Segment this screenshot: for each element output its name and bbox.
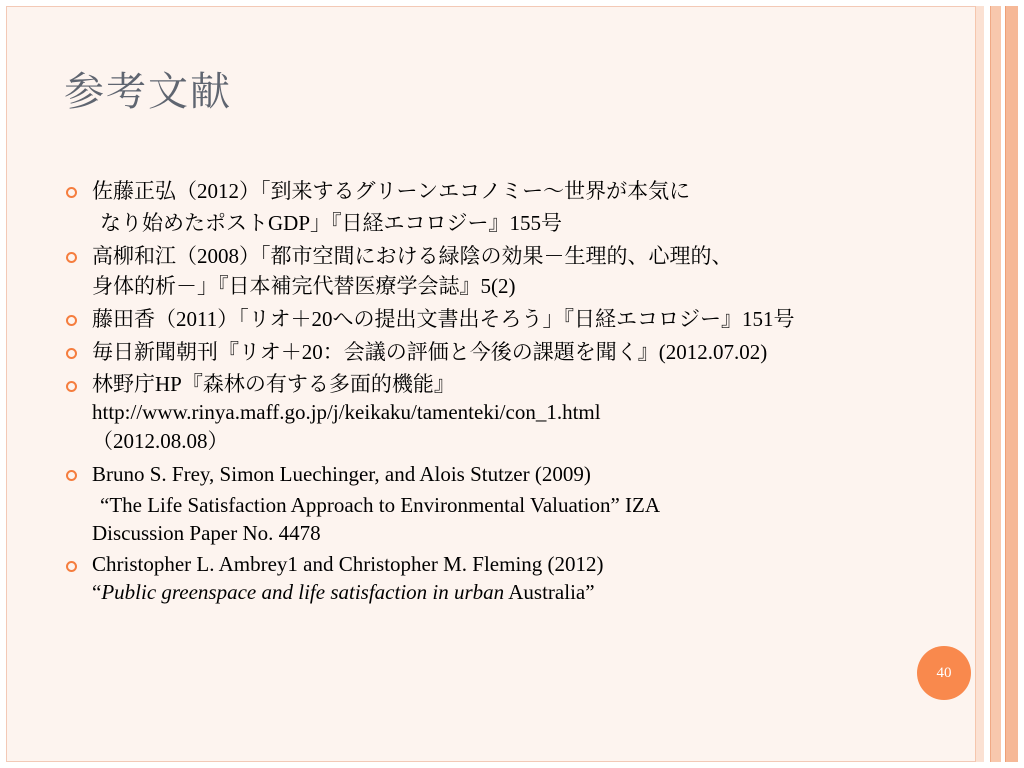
reference-item <box>62 550 972 606</box>
reference-item <box>62 370 972 456</box>
page-number-badge: 40 <box>917 646 971 700</box>
reference-line: 身体的析－」『日本補完代替医療学会誌』5(2) <box>92 274 516 298</box>
hollow-circle-bullet-icon <box>66 187 77 198</box>
reference-line: Discussion Paper No. 4478 <box>92 521 321 545</box>
reference-date: （2012.08.08） <box>92 429 229 453</box>
reference-item <box>62 304 972 334</box>
stripe <box>990 6 1001 762</box>
hollow-circle-bullet-icon <box>66 381 77 392</box>
hollow-circle-bullet-icon <box>66 252 77 263</box>
reference-tail: Australia” <box>504 580 595 604</box>
hollow-circle-bullet-icon <box>66 315 77 326</box>
hollow-circle-bullet-icon <box>66 561 77 572</box>
reference-url: http://www.rinya.maff.go.jp/j/keikaku/tamenteki/con_1.html <box>92 400 601 424</box>
reference-line: 高柳和江（2008）「都市空間における緑陰の効果－生理的、心理的、 <box>92 244 733 268</box>
reference-line <box>92 578 972 606</box>
reference-line: Christopher L. Ambrey1 and Christopher M. Fleming (2012) <box>92 552 604 576</box>
stripe <box>1005 6 1018 762</box>
reference-italic-title: Public greenspace and life satisfaction in urban <box>101 580 505 604</box>
reference-item <box>62 337 972 367</box>
hollow-circle-bullet-icon <box>66 470 77 481</box>
reference-line: 佐藤正弘（2012）「到来するグリーンエコノミー～世界が本気に <box>92 179 691 203</box>
reference-item <box>62 176 972 238</box>
open-quote: “ <box>92 580 102 604</box>
stripe <box>975 6 984 762</box>
reference-line: なり始めたポストGDP」『日経エコロジー』155号 <box>100 211 563 235</box>
reference-line: 毎日新聞朝刊『リオ＋20：会議の評価と今後の課題を聞く』(2012.07.02) <box>92 340 768 364</box>
reference-line: “The Life Satisfaction Approach to Environmental Valuation” IZA <box>100 493 661 517</box>
reference-item <box>62 241 972 301</box>
reference-list <box>62 176 972 606</box>
hollow-circle-bullet-icon <box>66 348 77 359</box>
reference-line: 藤田香（2011）「リオ＋20への提出文書出そろう」『日経エコロジー』151号 <box>92 307 795 331</box>
slide-title: 参考文献 <box>64 69 232 115</box>
reference-line: Bruno S. Frey, Simon Luechinger, and Alois Stutzer (2009) <box>92 462 591 486</box>
decorative-stripes <box>974 6 1018 762</box>
reference-item <box>62 459 972 547</box>
reference-line: 林野庁HP『森林の有する多面的機能』 <box>92 372 455 396</box>
